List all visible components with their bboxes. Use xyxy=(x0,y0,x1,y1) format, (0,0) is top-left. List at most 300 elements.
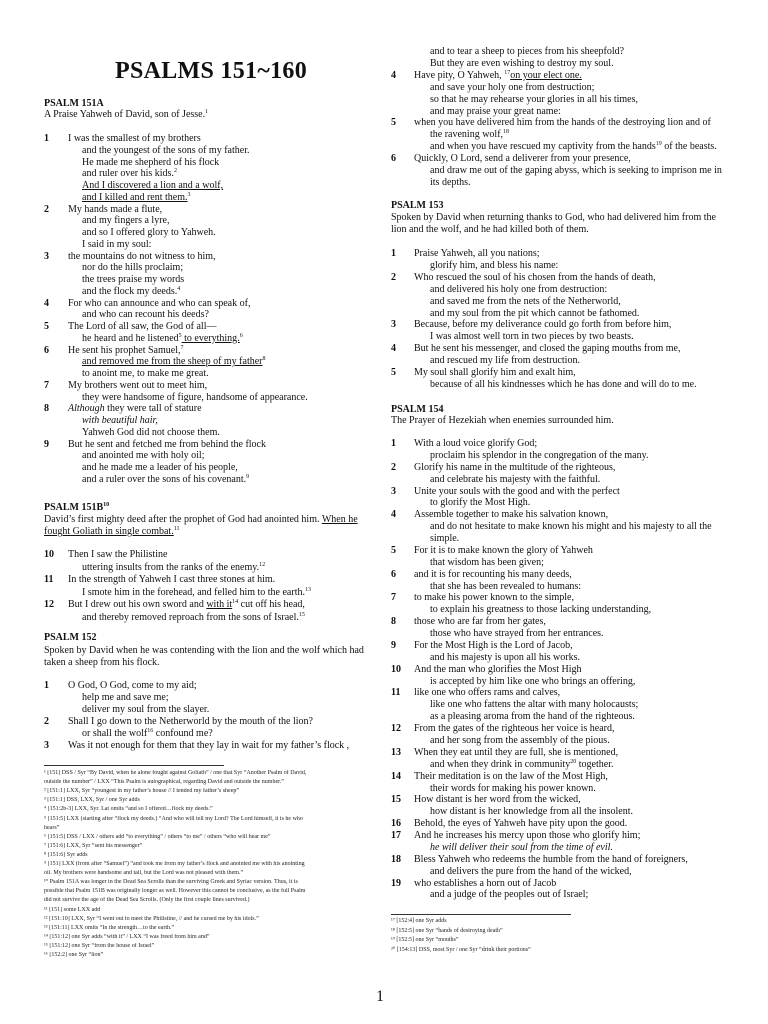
verse-line xyxy=(430,521,712,533)
verse-number: 1 xyxy=(391,248,396,259)
verse-text: and his majesty is upon all his works. xyxy=(430,651,580,663)
verse-line xyxy=(414,687,560,699)
verse-line xyxy=(414,830,640,842)
verse-text: In the strength of Yahweh I cast three stones at him. xyxy=(68,574,276,586)
verse-line xyxy=(82,368,209,380)
verse-text: the ravening wolf, xyxy=(430,129,504,141)
verse-text: like one who offers rams and calves, xyxy=(414,687,561,699)
verse-number: 1 xyxy=(391,438,396,449)
verse-text: is accepted by him like one who brings an offering, xyxy=(430,675,636,687)
verse-line xyxy=(430,450,648,462)
verse-text: and so I offered glory to Yahweh. xyxy=(82,227,216,238)
footnote-ref: 6 xyxy=(239,332,243,339)
verse-text: because of all his kindnesses which he has done and will do to me. xyxy=(430,378,697,390)
footnote-ref: 15 xyxy=(298,612,305,618)
verse-text: And he increases his mercy upon those who glorify him; xyxy=(414,830,641,842)
verse-text: together. xyxy=(576,758,614,770)
verse-text: and he made me a leader of his people, xyxy=(82,462,238,473)
verse-text: on your elect one. xyxy=(510,69,582,81)
verse-text: and ruler over his kids. xyxy=(82,168,174,180)
verse-line xyxy=(68,298,250,310)
verse-line xyxy=(430,866,632,878)
verse-text: or shall the wolf xyxy=(82,727,148,739)
verse-line xyxy=(414,747,618,759)
verse-line xyxy=(430,497,530,509)
footnote: ¹⁴ [151:12] one Syr adds “with it” / LXX “I was freed from him and” xyxy=(44,933,210,940)
footnote-ref: 7 xyxy=(180,344,184,351)
verse-text: For who can announce and who can speak of, xyxy=(68,297,251,309)
verse-line xyxy=(414,640,573,652)
verse-line xyxy=(430,331,634,343)
verse-text: and to tear a sheep to pieces from his sheepfold? xyxy=(430,46,625,57)
verse-line xyxy=(82,612,305,624)
verse-line xyxy=(68,599,305,611)
intro-text: The Prayer of Hezekiah when enemies surrounded him. xyxy=(391,415,614,426)
heading-text: PSALM 151B xyxy=(44,502,104,513)
verse-text: so that he may rehearse your glories in all his times, xyxy=(430,93,639,105)
footnote-ref: 12 xyxy=(259,561,266,568)
verse-text: those who have strayed from her entrances. xyxy=(430,628,604,640)
intro-text: lion and the wolf, and he had killed both of them. xyxy=(391,224,589,235)
verse-number: 19 xyxy=(391,877,401,889)
verse-line xyxy=(430,177,471,189)
footnote-ref: 11 xyxy=(173,526,180,532)
psalm-heading: PSALM 151A xyxy=(44,98,104,109)
verse-line xyxy=(430,308,639,320)
verse-text: to explain his greatness to those lacking understanding, xyxy=(430,604,652,616)
verse-text: and my soul from the pit which cannot be fathomed. xyxy=(430,307,640,319)
verse-line xyxy=(414,854,688,866)
verse-number: 5 xyxy=(44,321,49,332)
verse-number: 16 xyxy=(391,818,401,830)
footnote-ref: 1 xyxy=(205,109,209,115)
verse-text: proclaim his splendor in the congregation of the many. xyxy=(430,449,649,461)
verse-text: like one who fattens the altar with many holocausts; xyxy=(430,699,639,711)
verse-text: But I drew out his own sword and xyxy=(68,599,207,611)
verse-line xyxy=(430,474,600,486)
verse-text: the mountains do not witness to him, xyxy=(68,250,216,262)
verse-line xyxy=(430,711,635,723)
verse-number: 17 xyxy=(391,830,401,842)
verse-text: and it is for recounting his many deeds, xyxy=(414,568,572,580)
verse-line xyxy=(430,260,558,272)
verse-text: is her knowledge from all the insolent. xyxy=(476,806,634,818)
verse-text: The Lord of all saw, the God of all— xyxy=(68,321,217,332)
verse-number: 6 xyxy=(391,153,396,165)
verse-text: From the gates of the righteous her voice is heard, xyxy=(414,723,615,735)
verse-number: 7 xyxy=(391,592,396,604)
verse-line xyxy=(414,367,576,379)
verse-line xyxy=(82,239,151,251)
verse-number: 2 xyxy=(44,715,49,727)
verse-line xyxy=(82,450,204,462)
footnote: ¹⁷ [152:4] one Syr adds xyxy=(391,918,447,924)
verse-text: Their meditation is on the law of the Most High, xyxy=(414,770,608,782)
verse-line xyxy=(82,415,158,427)
psalm-intro xyxy=(44,109,208,121)
verse-text: For the Most High is the Lord of Jacob, xyxy=(414,639,573,651)
verse-text: With a loud voice glorify God; xyxy=(414,438,538,449)
verse-line xyxy=(68,403,202,415)
verse-text: and I killed and rent them. xyxy=(82,191,188,203)
verse-line xyxy=(414,878,556,890)
verse-line xyxy=(430,106,561,118)
page-number: 1 xyxy=(376,988,384,1005)
verse-line xyxy=(82,145,249,157)
verse-number: 2 xyxy=(44,203,49,215)
verse-text: and anointed me with holy oil; xyxy=(82,450,205,462)
verse-text: and when you have rescued my captivity from the hands xyxy=(430,141,656,153)
verse-line xyxy=(82,474,249,486)
verse-text: and rescued my life from destruction. xyxy=(430,355,580,367)
verse-text: Was it not enough for them that they lay in wait for my father’s flock , xyxy=(68,739,350,751)
verse-line xyxy=(414,794,581,806)
verse-line xyxy=(68,740,349,752)
intro-text: David’s first mighty deed after the prophet of God had anointed him. xyxy=(44,514,320,525)
verse-line xyxy=(430,82,594,94)
intro-text: taken a sheep from his flock. xyxy=(44,657,160,668)
verse-line xyxy=(82,704,209,716)
verse-text: and do not hesitate to make known his might and his majesty to all the xyxy=(430,521,712,533)
verse-line xyxy=(68,321,216,333)
verse-line xyxy=(414,248,540,260)
verse-line xyxy=(430,141,717,153)
verse-text: Then I saw the Philistine xyxy=(68,549,168,560)
verse-number: 1 xyxy=(44,680,49,691)
footnote-rule xyxy=(44,765,224,766)
footnote-ref: 2 xyxy=(173,168,177,175)
intro-text: Spoken by David when he was contending with the lion and the wolf which had xyxy=(44,645,364,656)
footnote-ref: 4 xyxy=(177,285,181,292)
verse-number: 6 xyxy=(391,568,396,580)
footnote: ²⁰ [154:13] DSS, most Syr / one Syr “drink their portions” xyxy=(391,946,531,953)
verse-text: Shall I go down to the Netherworld by the mouth of the lion? xyxy=(68,715,313,727)
verse-text: and delivered his holy one from destruction: xyxy=(430,283,608,295)
verse-text: Who rescued the soul of his chosen from the hands of death, xyxy=(414,271,656,283)
intro-text: When he xyxy=(321,514,358,525)
footnote-ref: 17 xyxy=(504,69,511,76)
verse-line xyxy=(68,204,162,216)
verse-text: He sent his prophet Samuel, xyxy=(68,344,181,356)
verse-text: I said in my soul: xyxy=(82,238,152,250)
verse-number: 8 xyxy=(44,403,49,415)
verse-number: 1 xyxy=(44,133,49,144)
verse-number: 5 xyxy=(391,367,396,378)
verse-text: simple. xyxy=(430,533,460,545)
verse-text: and delivers the pure from the hand of the wicked, xyxy=(430,865,632,877)
footnote: ⁷ [151:6] LXX, Syr “sent his messenger” xyxy=(44,842,143,849)
verse-line xyxy=(414,70,582,82)
verse-line xyxy=(414,509,608,521)
verse-text: and celebrate his majesty with the faithful. xyxy=(430,473,601,485)
footnote: ⁵ [151:5] LXX (starting after “flock my deeds.) “And who will tell my Lord? The Lord himself, it is he who xyxy=(44,815,303,822)
verse-text: and the flock my deeds. xyxy=(82,285,178,297)
verse-text: Quickly, O Lord, send a deliverer from your presence, xyxy=(414,153,631,165)
verse-text: when you have delivered him from the hands of the destroying lion and of xyxy=(414,117,711,129)
verse-text: I smote him in the forehead, and felled him to the earth. xyxy=(82,586,305,598)
verse-line xyxy=(68,251,216,263)
verse-number: 4 xyxy=(391,69,396,81)
verse-text: and may praise your great name: xyxy=(430,105,561,117)
verse-text: My soul shall glorify him and exalt him, xyxy=(414,367,576,378)
verse-line xyxy=(430,581,581,593)
verse-number: 4 xyxy=(391,343,396,355)
verse-text: of the beasts. xyxy=(661,141,717,153)
verse-line xyxy=(414,771,608,783)
verse-number: 7 xyxy=(44,379,49,391)
footnote-ref: 16 xyxy=(147,727,154,734)
verse-text: Yahweh God did not choose them. xyxy=(82,426,220,438)
verse-text: that wisdom has been given; xyxy=(430,556,544,568)
verse-text: those who are far from her gates, xyxy=(414,616,546,628)
footnote: ¹⁹ [152:5] one Syr “mouths” xyxy=(391,937,459,944)
footnote: outside the number” / LXX “This Psalm is autographical, regarding David and outside the number.” xyxy=(44,779,284,786)
verse-text: they were tall of stature xyxy=(104,403,202,415)
verse-text: the trees praise my words xyxy=(82,274,185,285)
footnote: ¹² [151:10] LXX, Syr “I went out to meet the Philistine, // and he cursed me by his idols.” xyxy=(44,915,259,922)
verse-line xyxy=(430,759,613,771)
verse-line xyxy=(68,549,167,561)
verse-line xyxy=(430,604,651,616)
footnote-ref: 9 xyxy=(246,473,250,480)
verse-text: Praise Yahweh, all you nations; xyxy=(414,248,540,259)
verse-text: Because, before my deliverance could go forth from before him, xyxy=(414,319,672,331)
verse-number: 11 xyxy=(44,574,54,586)
verse-number: 3 xyxy=(391,485,396,497)
verse-text: My hands made a flute, xyxy=(68,203,163,215)
verse-line xyxy=(414,486,620,498)
verse-line xyxy=(82,587,311,599)
footnote-rule xyxy=(391,914,571,915)
footnote: ¹⁸ [152:5] one Syr “hands of destroying death” xyxy=(391,927,503,934)
verse-text: Although xyxy=(68,403,105,415)
psalm-intro xyxy=(44,514,378,526)
verse-line xyxy=(430,806,633,818)
verse-number: 9 xyxy=(391,639,396,651)
verse-line xyxy=(68,380,207,392)
footnote: ¹ [151] DSS / Syr “By David, when he alone fought against Goliath” / one that Syr “Another Psalm of David, xyxy=(44,770,307,776)
verse-line xyxy=(430,533,459,545)
intro-text: fought Goliath in single combat. xyxy=(44,526,174,537)
verse-number: 15 xyxy=(391,794,401,806)
verse-text: When they eat until they are full, she is mentioned, xyxy=(414,746,619,758)
verse-text: and saved me from the nets of the Netherworld, xyxy=(430,295,621,307)
footnote-ref: 3 xyxy=(187,191,191,198)
footnote-ref: 18 xyxy=(503,129,510,136)
verse-text: And I discovered a lion and a wolf, xyxy=(82,180,224,191)
verse-line xyxy=(430,699,638,711)
footnote-ref: 14 xyxy=(232,599,239,606)
verse-text: how distant xyxy=(430,806,477,818)
verse-text: and save your holy one from destruction; xyxy=(430,81,595,93)
verse-number: 2 xyxy=(391,461,396,473)
verse-line xyxy=(430,652,580,664)
verse-line xyxy=(68,680,197,692)
verse-text: cut off his head, xyxy=(238,599,305,611)
verse-text: help me and save me; xyxy=(82,691,169,703)
verse-text: How distant is her word from the wicked, xyxy=(414,794,581,806)
verse-text: confound me? xyxy=(153,727,213,739)
verse-number: 2 xyxy=(391,271,396,283)
verse-line xyxy=(414,569,572,581)
verse-line xyxy=(430,46,624,58)
verse-line xyxy=(430,165,722,177)
verse-line xyxy=(82,286,180,298)
psalm-heading xyxy=(44,502,109,513)
verse-text: Have pity, O Yahweh, xyxy=(414,69,505,81)
psalm-intro xyxy=(391,212,716,224)
verse-line xyxy=(68,345,183,357)
verse-line xyxy=(82,356,266,368)
verse-text: handsome of figure, handsome of appearance. xyxy=(121,391,308,403)
verse-number: 10 xyxy=(44,549,54,560)
psalm-heading: PSALM 153 xyxy=(391,200,444,211)
verse-text: I was the smallest of my brothers xyxy=(68,133,201,144)
psalm-intro xyxy=(44,645,364,657)
verse-text: and thereby removed reproach from the sons of Israel. xyxy=(82,612,299,623)
psalm-intro xyxy=(391,224,589,236)
verse-line xyxy=(68,574,275,586)
verse-number: 8 xyxy=(391,616,396,628)
verse-text: Bless Yahweh who redeems the humble from the hand of foreigners, xyxy=(414,853,688,865)
verse-text: and who can recount his deeds? xyxy=(82,309,209,321)
verse-text: to anoint me, to make me great. xyxy=(82,368,209,379)
footnote: ² [151:1] LXX, Syr “youngest in my father’s house // I tended my father’s sheep” xyxy=(44,788,240,795)
footnote-ref: 20 xyxy=(570,758,577,765)
footnote: ¹⁵ [151:12] one Syr “from the house of Israel” xyxy=(44,942,155,949)
verse-number: 11 xyxy=(391,687,401,699)
verse-text: But he sent his messenger, and closed the gaping mouths from me, xyxy=(414,343,681,355)
verse-text: he will deliver their soul from the time of evil. xyxy=(430,841,613,853)
verse-line xyxy=(430,783,596,795)
verse-text: he heard and he listened xyxy=(82,332,179,344)
intro-text: Spoken by David when returning thanks to God, who had delivered him from the xyxy=(391,212,716,223)
verse-line xyxy=(430,94,638,106)
verse-text: to glorify the Most High. xyxy=(430,497,531,509)
verse-line xyxy=(430,355,580,367)
intro-text: A Praise Yahweh of David, son of Jesse. xyxy=(44,109,206,120)
footnote: ⁴ [151:2b-3] LXX, Syr. Lat omits “and so I offered…flock my deeds.” xyxy=(44,806,213,813)
verse-text: who establishes a horn out of Jacob xyxy=(414,877,557,889)
verse-line xyxy=(68,133,201,145)
verse-text: and a ruler over the sons of his covenant. xyxy=(82,473,247,485)
verse-number: 12 xyxy=(391,723,401,735)
verse-line xyxy=(82,728,213,740)
verse-line xyxy=(430,379,697,391)
verse-number: 6 xyxy=(44,344,49,356)
verse-number: 4 xyxy=(391,509,396,521)
verse-text: and her song from the assembly of the pious. xyxy=(430,735,610,746)
psalm-heading: PSALM 154 xyxy=(391,404,444,415)
verse-line xyxy=(430,557,544,569)
verse-text: that she has been revealed to humans: xyxy=(430,580,582,592)
verse-number: 3 xyxy=(44,250,49,262)
footnote: ¹⁶ [152:2] one Syr “lion” xyxy=(44,952,104,958)
verse-line xyxy=(82,562,265,574)
verse-line xyxy=(414,818,627,830)
verse-line xyxy=(414,616,546,628)
verse-text: Glorify his name in the multitude of the righteous, xyxy=(414,461,616,473)
verse-line xyxy=(430,676,635,688)
verse-text: Behold, the eyes of Yahweh have pity upon the good. xyxy=(414,818,628,830)
verse-text: and when they drink in community xyxy=(430,758,571,770)
verse-number: 5 xyxy=(391,544,396,556)
verse-text: they were xyxy=(82,391,122,403)
verse-number: 18 xyxy=(391,853,401,865)
verse-number: 12 xyxy=(44,599,54,611)
verse-line xyxy=(82,180,223,192)
verse-line xyxy=(430,735,610,747)
footnote: ¹³ [151:11] LXX omits “In the strength…to the earth.” xyxy=(44,924,175,931)
footnote: oil. My brothers were handsome and tall, but the Lord was not pleased with them.” xyxy=(44,870,244,877)
footnote-ref: 8 xyxy=(262,356,266,363)
verse-line xyxy=(82,692,169,704)
verse-line xyxy=(430,58,614,70)
verse-line xyxy=(82,262,183,274)
verse-text: and my fingers a lyre, xyxy=(82,215,170,227)
verse-line xyxy=(430,284,607,296)
footnote-ref: 19 xyxy=(655,141,662,148)
verse-text: and removed me from the sheep of my father xyxy=(82,356,263,368)
psalm-intro xyxy=(44,526,179,538)
footnote: ¹⁰ Psalm 151A was longer in the Dead Sea Scrolls than the surviving Greek and Syriac version. Thus, it is xyxy=(44,879,298,886)
verse-line xyxy=(82,309,209,321)
verse-line xyxy=(414,272,656,284)
verse-line xyxy=(430,889,588,901)
footnote-ref: 13 xyxy=(304,586,311,593)
verse-text: Unite your souls with the good and with the perfect xyxy=(414,485,620,497)
verse-text: My brothers went out to meet him, xyxy=(68,379,208,391)
verse-line xyxy=(82,462,238,474)
footnote-ref: 10 xyxy=(103,502,110,508)
verse-text: as a pleasing aroma from the hand of the righteous. xyxy=(430,711,635,723)
verse-text: their words for making his power known. xyxy=(430,782,596,794)
verse-number: 13 xyxy=(391,746,401,758)
verse-line xyxy=(414,319,671,331)
verse-number: 10 xyxy=(391,663,401,675)
verse-line xyxy=(430,296,621,308)
footnote: ⁶ [151:5] DSS / LXX / others add “to everything” / others “to me” / others “who will hear me” xyxy=(44,833,271,840)
page-title: PSALMS 151~160 xyxy=(114,58,308,84)
verse-line xyxy=(68,439,266,451)
verse-text: uttering insults from the ranks of the enemy. xyxy=(82,561,260,573)
verse-text: and draw me out of the gaping abyss, which is seeking to imprison me in xyxy=(430,165,722,176)
footnote: hears” xyxy=(44,824,60,831)
verse-text: O God, O God, come to my aid; xyxy=(68,680,197,691)
verse-line xyxy=(82,192,191,204)
verse-line xyxy=(82,333,243,345)
verse-line xyxy=(414,462,615,474)
footnote: ³ [151:1] DSS, LXX, Syr / one Syr adds xyxy=(44,797,140,804)
footnote: did not survive the age of the Dead Sea Scrolls. (Only the first couple lines survived.) xyxy=(44,897,250,904)
verse-line xyxy=(82,157,219,169)
verse-text: with it xyxy=(206,599,233,611)
verse-text: And the man who glorifies the Most High xyxy=(414,663,582,675)
footnote: possible that Psalm 151B was originally longer as well. However this cannot be conclusive, as the full Psalm xyxy=(44,888,306,895)
verse-text: and the youngest of the sons of my father. xyxy=(82,144,250,156)
verse-line xyxy=(82,274,184,286)
verse-text: glorify him, and bless his name: xyxy=(430,259,559,271)
verse-number: 5 xyxy=(391,117,396,129)
footnote-ref: 5 xyxy=(178,332,182,339)
verse-text: But he sent and fetched me from behind the flock xyxy=(68,438,266,450)
verse-line xyxy=(82,168,177,180)
verse-line xyxy=(414,592,574,604)
verse-number: 14 xyxy=(391,770,401,782)
verse-number: 4 xyxy=(44,297,49,309)
verse-line xyxy=(68,716,313,728)
verse-number: 3 xyxy=(391,319,396,331)
